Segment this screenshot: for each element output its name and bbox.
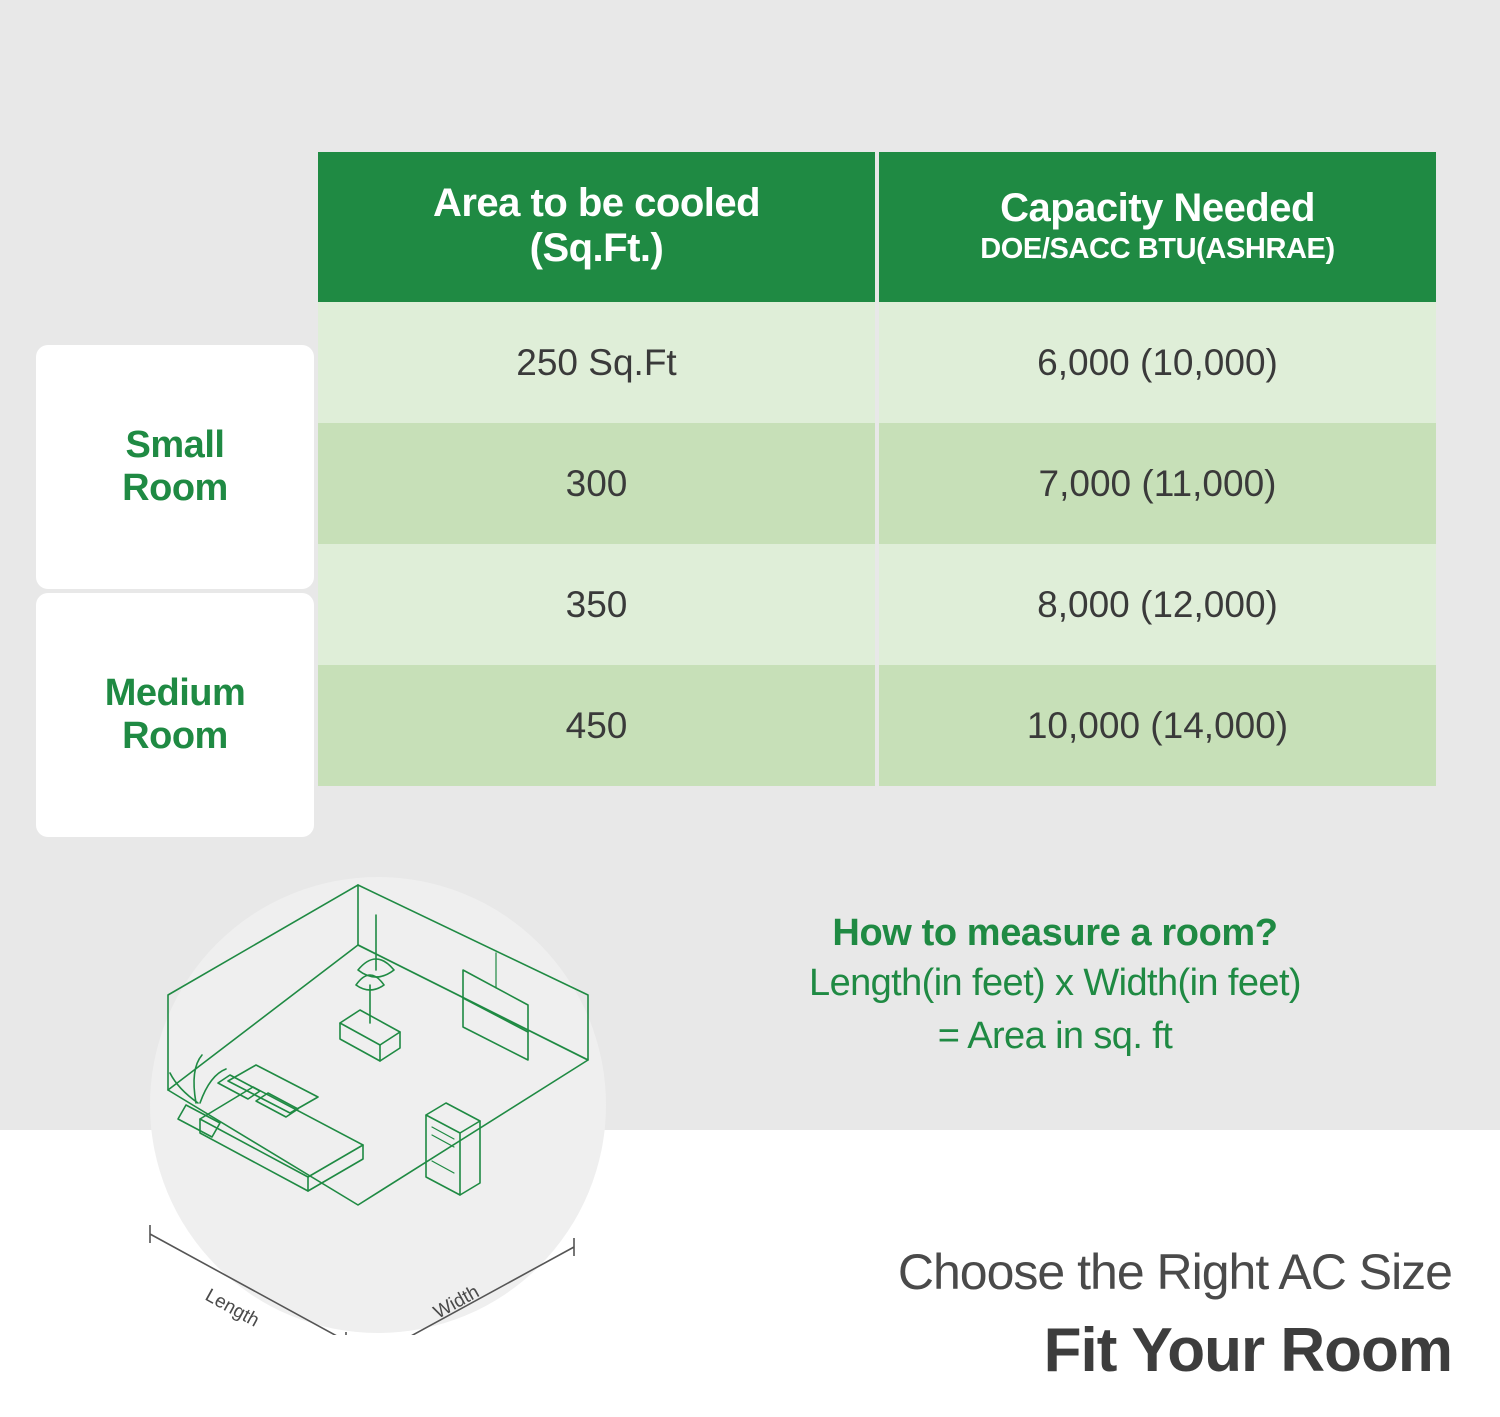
how-to-measure-title: How to measure a room? [832,912,1278,954]
column-header-capacity-main: Capacity Needed [1000,185,1315,230]
room-illustration [108,875,648,1335]
bottom-heading-line2: Fit Your Room [1043,1316,1452,1385]
ac-sizing-table-container [318,152,1436,786]
table-row [318,665,1436,786]
column-header-area-unit: (Sq.Ft.) [529,226,664,270]
how-to-measure-block [660,912,1450,1062]
how-to-measure-formula-line1: Length(in feet) x Width(in feet) [809,962,1301,1004]
column-header-capacity-sub: DOE/SACC BTU(ASHRAE) [980,232,1335,265]
cell-capacity: 7,000 (11,000) [877,423,1436,544]
table-row [318,544,1436,665]
length-dimension-label: Length [201,1285,263,1332]
cell-capacity: 6,000 (10,000) [877,302,1436,423]
row-group-label-small-room [36,345,314,589]
row-group-label-medium-room-text [105,672,246,757]
table-row [318,423,1436,544]
table-body [318,302,1436,786]
medium-room-line1: Medium [104,672,246,715]
small-room-line1: Small [125,424,225,467]
cell-area: 350 [318,544,877,665]
how-to-measure-formula-line2: = Area in sq. ft [937,1015,1173,1058]
column-header-capacity [877,152,1436,302]
bottom-heading-line1: Choose the Right AC Size [897,1244,1452,1300]
small-room-line2: Room [122,467,228,509]
width-dimension-label: Width [430,1281,483,1324]
cell-capacity: 10,000 (14,000) [877,665,1436,786]
column-header-area-main: Area to be cooled [432,181,761,226]
column-header-area [318,152,877,302]
medium-room-line2: Room [122,715,228,757]
row-group-label-small-room-text [122,424,228,509]
ac-sizing-table [318,152,1436,786]
table-row [318,302,1436,423]
cell-area: 450 [318,665,877,786]
illustration-circle-background [150,877,606,1333]
table-header-row [318,152,1436,302]
row-group-label-medium-room [36,593,314,837]
cell-capacity: 8,000 (12,000) [877,544,1436,665]
cell-area: 250 Sq.Ft [318,302,877,423]
cell-area: 300 [318,423,877,544]
table-header [318,152,1436,302]
